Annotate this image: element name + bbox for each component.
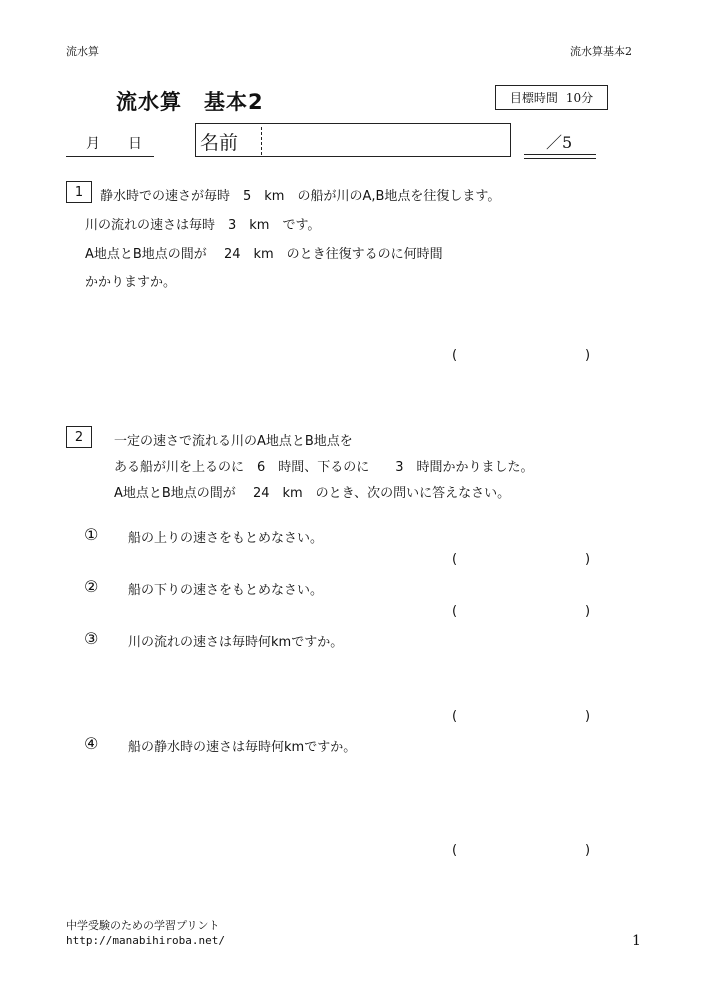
answer-1-open: ( bbox=[452, 348, 458, 363]
sub-4-text: 船の静水時の速さは毎時何kmですか。 bbox=[128, 740, 357, 755]
answer-2-1-open: ( bbox=[452, 552, 458, 567]
problem-2-line-1: 一定の速さで流れる川のA地点とB地点を bbox=[114, 434, 353, 449]
problem-2-line-2: ある船が川を上るのに 6 時間、下るのに 3 時間かかりました。 bbox=[114, 460, 534, 475]
header-left: 流水算 bbox=[66, 45, 99, 58]
footer-caption: 中学受験のための学習プリント bbox=[66, 919, 220, 932]
problem-1-line-1: 静水時での速さが毎時 5 km の船が川のA,B地点を往復します。 bbox=[100, 189, 501, 204]
problem-1-line-2: 川の流れの速さは毎時 3 km です。 bbox=[85, 218, 321, 233]
goal-time-value: 10分 bbox=[565, 91, 594, 105]
header-right: 流水算基本2 bbox=[570, 45, 632, 58]
name-divider bbox=[261, 127, 262, 155]
score-underline-double bbox=[524, 158, 596, 159]
sub-3-mark: ③ bbox=[84, 629, 99, 648]
problem-1-line-4: かかりますか。 bbox=[85, 275, 177, 290]
name-label: 名前 bbox=[200, 132, 239, 154]
score-field[interactable]: ／5 bbox=[546, 133, 573, 152]
sub-1-text: 船の上りの速さをもとめなさい。 bbox=[128, 531, 324, 546]
sub-3-text: 川の流れの速さは毎時何kmですか。 bbox=[128, 635, 344, 650]
answer-2-2-close: ) bbox=[585, 604, 591, 619]
date-day-label: 日 bbox=[128, 136, 142, 152]
page-number: 1 bbox=[632, 933, 641, 949]
answer-2-3-close: ) bbox=[585, 709, 591, 724]
sub-2-mark: ② bbox=[84, 577, 99, 596]
name-field[interactable] bbox=[195, 123, 511, 157]
problem-1-line-3: A地点とB地点の間が 24 km のとき往復するのに何時間 bbox=[85, 247, 443, 262]
goal-time-box bbox=[495, 85, 608, 110]
score-underline bbox=[524, 154, 596, 155]
sub-4-mark: ④ bbox=[84, 734, 99, 753]
goal-time-label: 目標時間 bbox=[509, 91, 558, 105]
sub-2-text: 船の下りの速さをもとめなさい。 bbox=[128, 583, 324, 598]
footer-url[interactable]: http://manabihiroba.net/ bbox=[66, 934, 225, 947]
answer-1-close: ) bbox=[585, 348, 591, 363]
answer-2-3-open: ( bbox=[452, 709, 458, 724]
page-title: 流水算 基本2 bbox=[116, 90, 264, 114]
date-month-label: 月 bbox=[86, 136, 100, 152]
problem-1-number: 1 bbox=[66, 181, 92, 203]
problem-2-number: 2 bbox=[66, 426, 92, 448]
sub-1-mark: ① bbox=[84, 525, 99, 544]
answer-2-4-close: ) bbox=[585, 843, 591, 858]
answer-2-4-open: ( bbox=[452, 843, 458, 858]
date-underline bbox=[66, 156, 154, 157]
answer-2-2-open: ( bbox=[452, 604, 458, 619]
problem-2-line-3: A地点とB地点の間が 24 km のとき、次の問いに答えなさい。 bbox=[114, 486, 511, 501]
answer-2-1-close: ) bbox=[585, 552, 591, 567]
